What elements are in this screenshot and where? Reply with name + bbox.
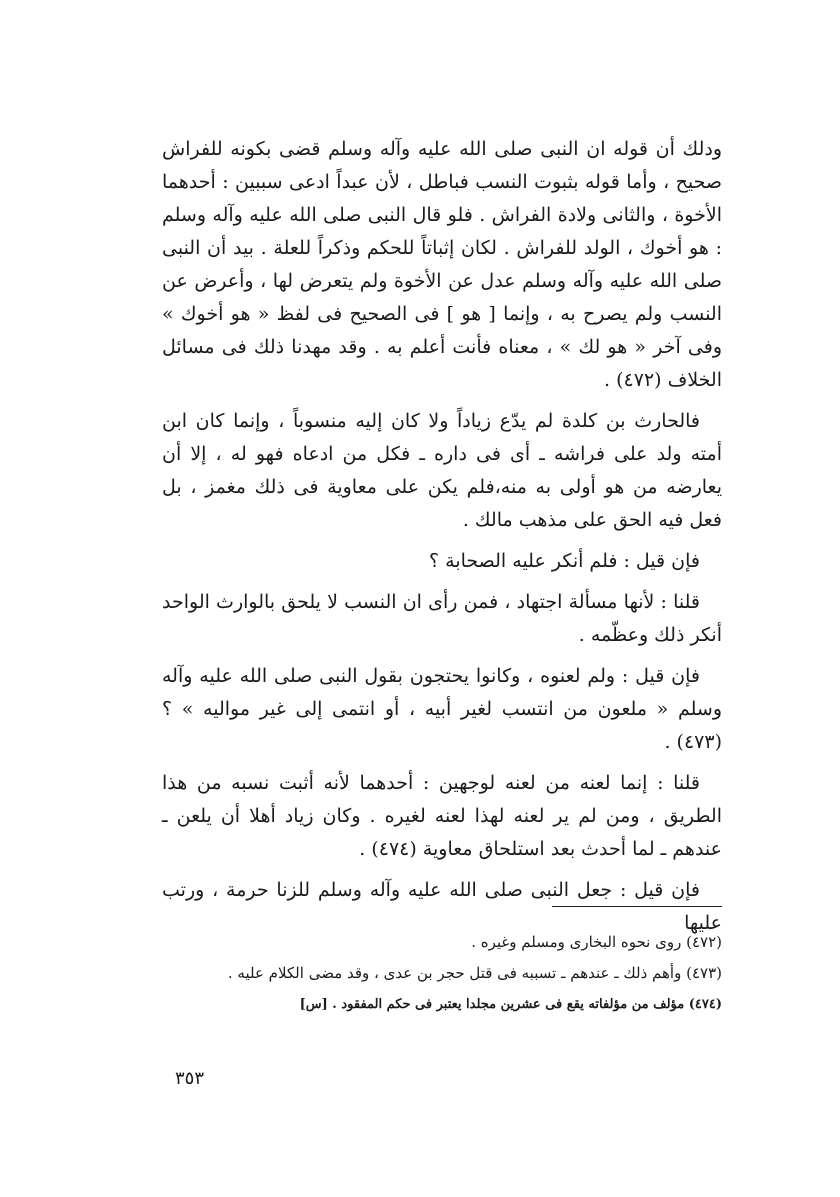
main-text <box>162 133 722 948</box>
footnote-separator <box>552 906 722 907</box>
footnote-473: (٤٧٣) وأهم ذلك ـ عندهم ـ تسببه فى قتل حجر بن عدى ، وقد مضى الكلام عليه . <box>227 964 722 982</box>
paragraph-7: فإن قيل : جعل النبى صلى الله عليه وآله وسلم للزنا حرمة ، ورتب عليها <box>162 879 722 934</box>
footnotes <box>162 930 722 1023</box>
paragraph-4: قلنا : لأنها مسألة اجتهاد ، فمن رأى ان النسب لا يلحق بالوارث الواحد أنكر ذلك وعظّمه . <box>162 591 722 646</box>
footnote-472: (٤٧٢) روى نحوه البخارى ومسلم وغيره . <box>471 933 722 951</box>
footnote-474: (٤٧٤) مؤلف من مؤلفاته يقع فى عشرين مجلدا يعتبر فى حكم المفقود . [س] <box>299 997 722 1012</box>
paragraph-6: قلنا : إنما لعنه من لعنه لوجهين : أحدهما لأنه أثبت نسبه من هذا الطريق ، ومن لم ير لعنه لهذا لعنه لغيره . وكان زياد أهلا أن يلعن ـ عندهم ـ لما أحدث بعد استلحاق معاوية (٤٧٤) . <box>162 772 722 860</box>
paragraph-5: فإن قيل : ولم لعنوه ، وكانوا يحتجون بقول النبى صلى الله عليه وآله وسلم « ملعون من انتسب لغير أبيه ، أو انتمى إلى غير مواليه » ؟ (٤٧٣) . <box>162 665 722 753</box>
page-number: ٣٥٣ <box>175 1068 205 1089</box>
paragraph-1: ودلك أن قوله ان النبى صلى الله عليه وآله وسلم قضى بكونه للفراش صحيح ، وأما قوله بثبوت النسب فباطل ، لأن عبداً ادعى سببين : أحدهما الأخوة ، والثانى ولادة الفراش . فلو قال النبى صلى الله عليه وآله وسلم : هو أخوك ، الولد للفراش . لكان إثباتاً للحكم وذكراً للعلة . بيد أن النبى صلى الله عليه وآله وسلم عدل عن الأخوة ولم يتعرض لها ، وأعرض عن النسب ولم يصرح به ، وإنما [ هو ] فى الصحيح فى لفظ « هو أخوك » وفى آخر « هو لك » ، معناه فأنت أعلم به . وقد مهدنا ذلك فى مسائل الخلاف (٤٧٢) . <box>162 138 722 391</box>
paragraph-2: فالحارث بن كلدة لم يدّع زياداً ولا كان إليه منسوباً ، وإنما كان ابن أمته ولد على فراشه ـ أى فى داره ـ فكل من ادعاه فهو له ، إلا أن يعارضه من هو أولى به منه،فلم يكن على معاوية فى ذلك مغمز ، بل فعل فيه الحق على مذهب مالك . <box>162 410 722 531</box>
paragraph-3: فإن قيل : فلم أنكر عليه الصحابة ؟ <box>429 550 700 572</box>
